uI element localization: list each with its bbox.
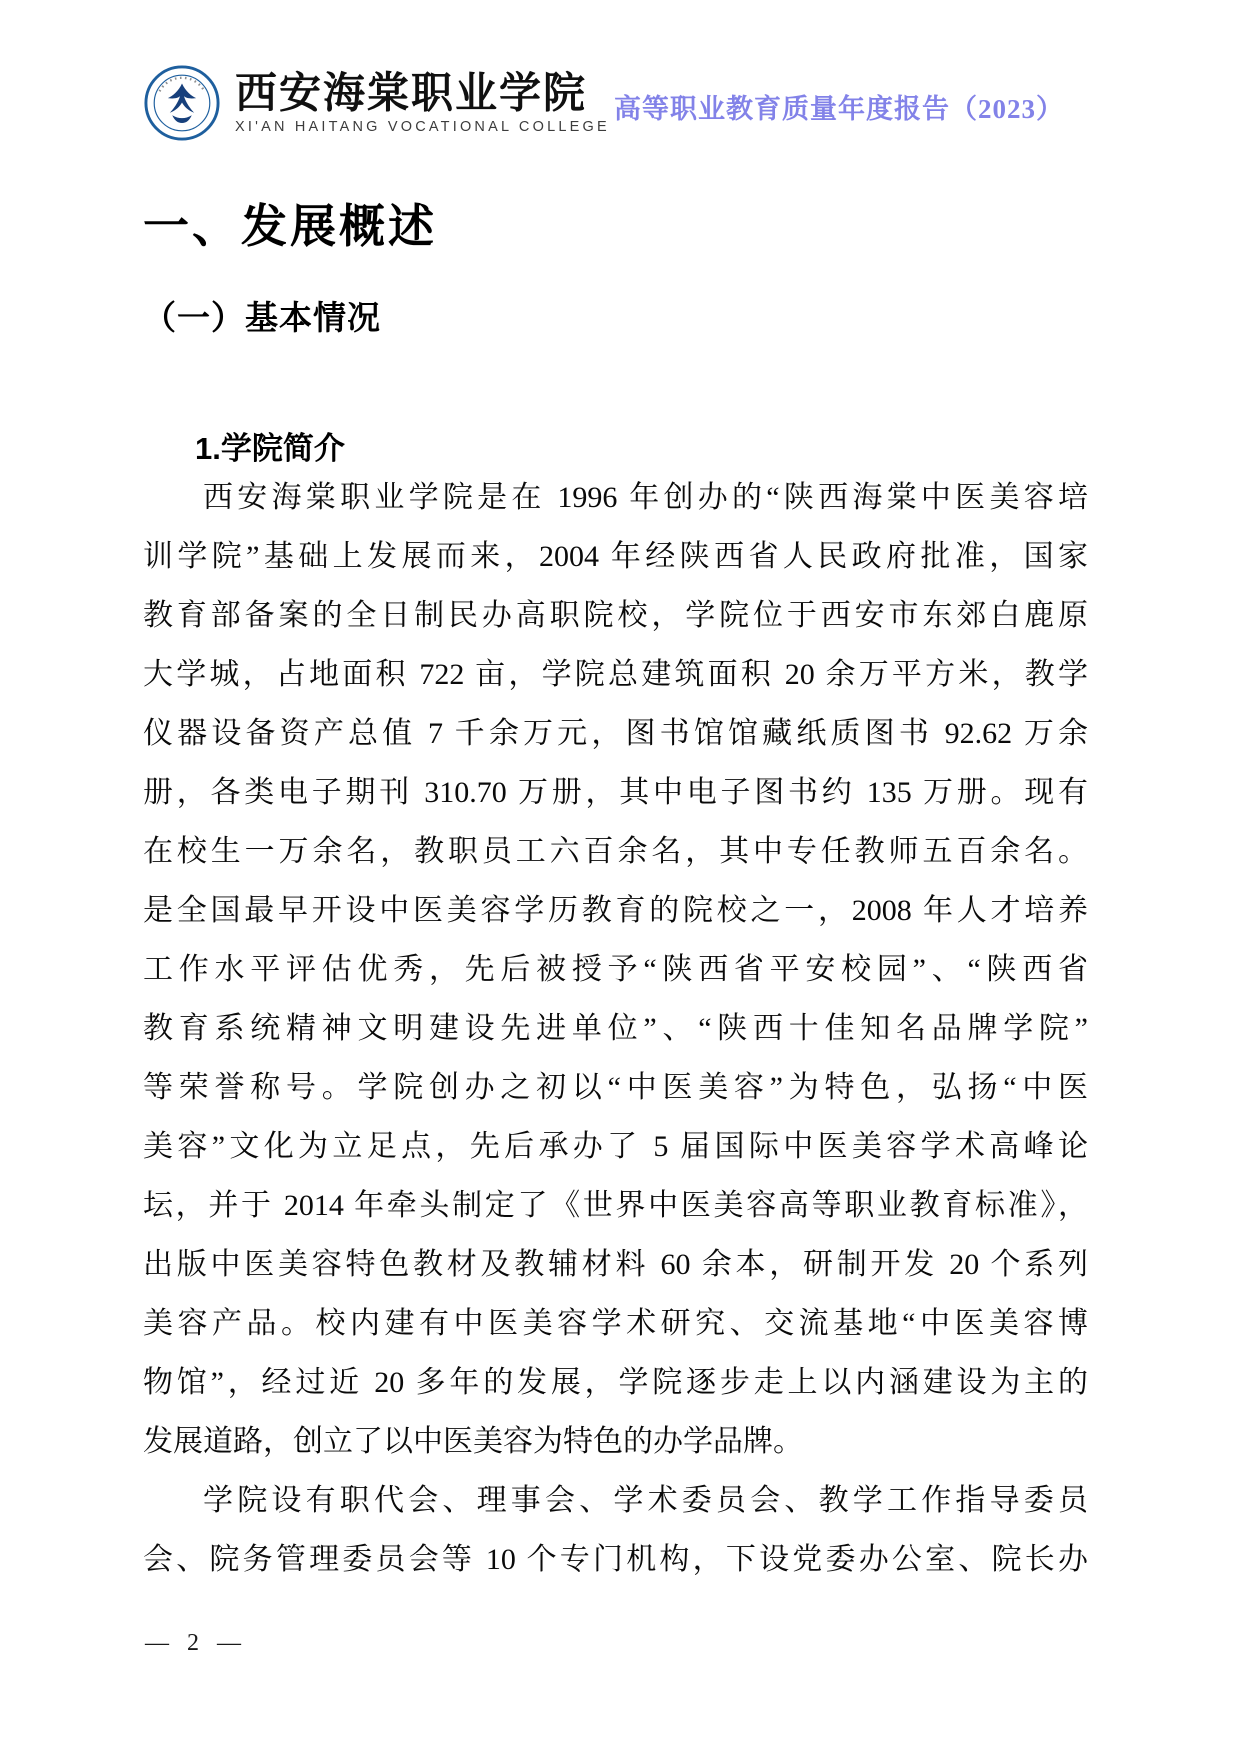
college-names: [235, 71, 610, 135]
text-line: 教育系统精神文明建设先进单位”、“陕西十佳知名品牌学院”: [143, 1012, 1088, 1045]
text-line: 坛，并于 2014 年牵头制定了《世界中医美容高等职业教育标准》，: [143, 1189, 1088, 1222]
text-line: 出版中医美容特色教材及教辅材料 60 余本，研制开发 20 个系列: [143, 1248, 1088, 1281]
college-name-en: XI'AN HAITANG VOCATIONAL COLLEGE: [235, 119, 610, 135]
text-line: 等荣誉称号。学院创办之初以“中医美容”为特色，弘扬“中医: [143, 1071, 1088, 1104]
page-header: [143, 62, 1088, 144]
college-name-cn: 西安海棠职业学院: [235, 70, 588, 118]
text-line: 仪器设备资产总值 7 千余万元，图书馆馆藏纸质图书 92.62 万余: [143, 717, 1088, 750]
page-number: — 2 —: [145, 1630, 247, 1656]
college-brand: [143, 64, 610, 142]
text-line: 册，各类电子期刊 310.70 万册，其中电子图书约 135 万册。现有: [143, 776, 1088, 809]
report-title: 高等职业教育质量年度报告（2023）: [614, 93, 1064, 124]
text-line: 西安海棠职业学院是在 1996 年创办的“陕西海棠中医美容培: [203, 481, 1088, 514]
text-line: 训学院”基础上发展而来，2004 年经陕西省人民政府批准，国家: [143, 540, 1088, 573]
college-seal-icon: [143, 64, 221, 142]
text-line: 会、院务管理委员会等 10 个专门机构，下设党委办公室、院长办: [143, 1543, 1088, 1576]
chapter-title: 一、发展概述: [143, 201, 437, 252]
text-line: 大学城，占地面积 722 亩，学院总建筑面积 20 余万平方米，教学: [143, 658, 1088, 691]
text-line: 美容产品。校内建有中医美容学术研究、交流基地“中医美容博: [143, 1307, 1088, 1340]
text-line: 教育部备案的全日制民办高职院校，学院位于西安市东郊白鹿原: [143, 599, 1088, 632]
text-line: 美容”文化为立足点，先后承办了 5 届国际中医美容学术高峰论: [143, 1130, 1088, 1163]
paragraph-organization: [143, 1471, 1088, 1589]
section-heading: （一）基本情况: [143, 299, 381, 336]
text-line: 在校生一万余名，教职员工六百余名，其中专任教师五百余名。: [143, 835, 1088, 868]
text-line: 工作水平评估优秀，先后被授予“陕西省平安校园”、“陕西省: [143, 953, 1088, 986]
paragraph-intro: [143, 468, 1088, 1471]
text-line: 物馆”，经过近 20 多年的发展，学院逐步走上以内涵建设为主的: [143, 1366, 1088, 1399]
subsection-heading: 1.学院简介: [195, 431, 345, 466]
text-line: 学院设有职代会、理事会、学术委员会、教学工作指导委员: [203, 1484, 1088, 1517]
text-line: 是全国最早开设中医美容学历教育的院校之一，2008 年人才培养: [143, 894, 1088, 927]
text-line: 发展道路，创立了以中医美容为特色的办学品牌。: [143, 1425, 803, 1458]
